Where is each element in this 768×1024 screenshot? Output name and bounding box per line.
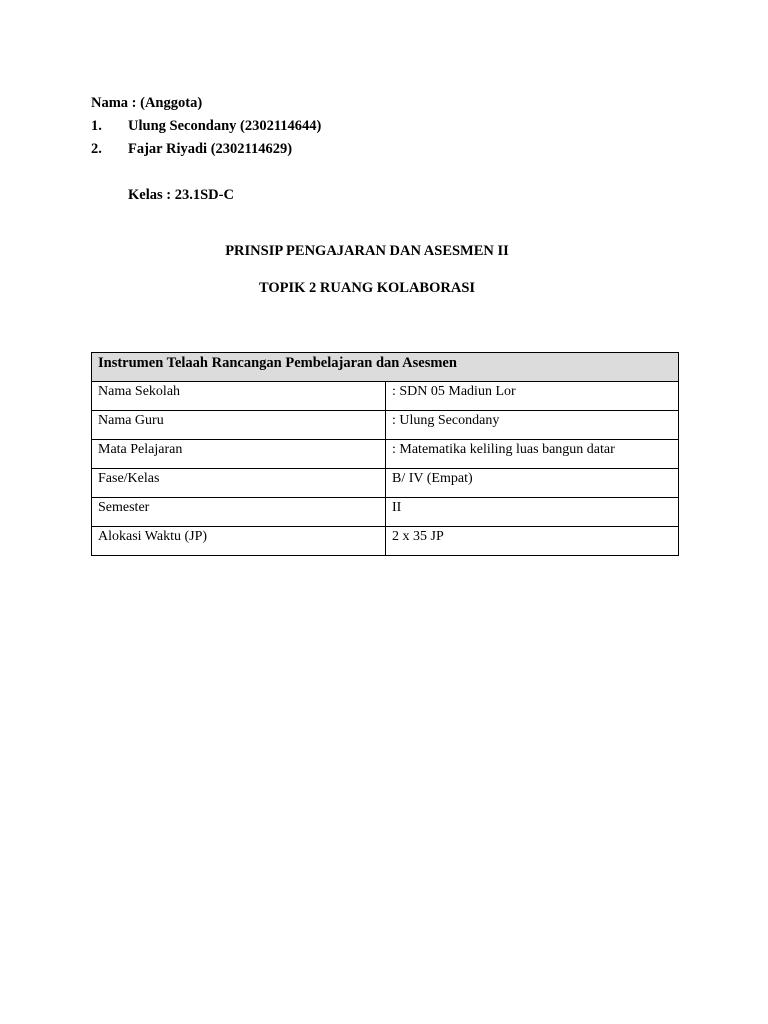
row-label: Nama Sekolah	[92, 382, 386, 411]
row-value: : SDN 05 Madiun Lor	[386, 382, 679, 411]
instrument-table	[91, 352, 679, 556]
table-row	[92, 469, 679, 498]
row-value: II	[386, 498, 679, 527]
row-value: B/ IV (Empat)	[386, 469, 679, 498]
table-row	[92, 498, 679, 527]
member-item-2	[91, 140, 292, 158]
row-label: Semester	[92, 498, 386, 527]
table-row	[92, 382, 679, 411]
kelas-label: Kelas : 23.1SD-C	[128, 187, 234, 203]
table-row	[92, 440, 679, 469]
row-value: : Ulung Secondany	[386, 411, 679, 440]
row-label: Nama Guru	[92, 411, 386, 440]
table-header: Instrumen Telaah Rancangan Pembelajaran dan Asesmen	[92, 353, 679, 382]
table-header-row	[92, 353, 679, 382]
document-subtitle: TOPIK 2 RUANG KOLABORASI	[258, 280, 476, 296]
member-name: Fajar Riyadi (2302114629)	[128, 141, 293, 157]
member-number: 2.	[91, 141, 102, 157]
row-label: Mata Pelajaran	[92, 440, 386, 469]
row-value: 2 x 35 JP	[386, 527, 679, 556]
row-label: Fase/Kelas	[92, 469, 386, 498]
member-name: Ulung Secondany (2302114644)	[128, 118, 322, 134]
member-number: 1.	[91, 118, 102, 134]
row-label: Alokasi Waktu (JP)	[92, 527, 386, 556]
nama-label: Nama : (Anggota)	[91, 95, 203, 111]
document-title: PRINSIP PENGAJARAN DAN ASESMEN II	[225, 243, 509, 259]
row-value: : Matematika keliling luas bangun datar	[386, 440, 679, 469]
table-row	[92, 411, 679, 440]
table-row	[92, 527, 679, 556]
member-item-1	[91, 117, 321, 135]
